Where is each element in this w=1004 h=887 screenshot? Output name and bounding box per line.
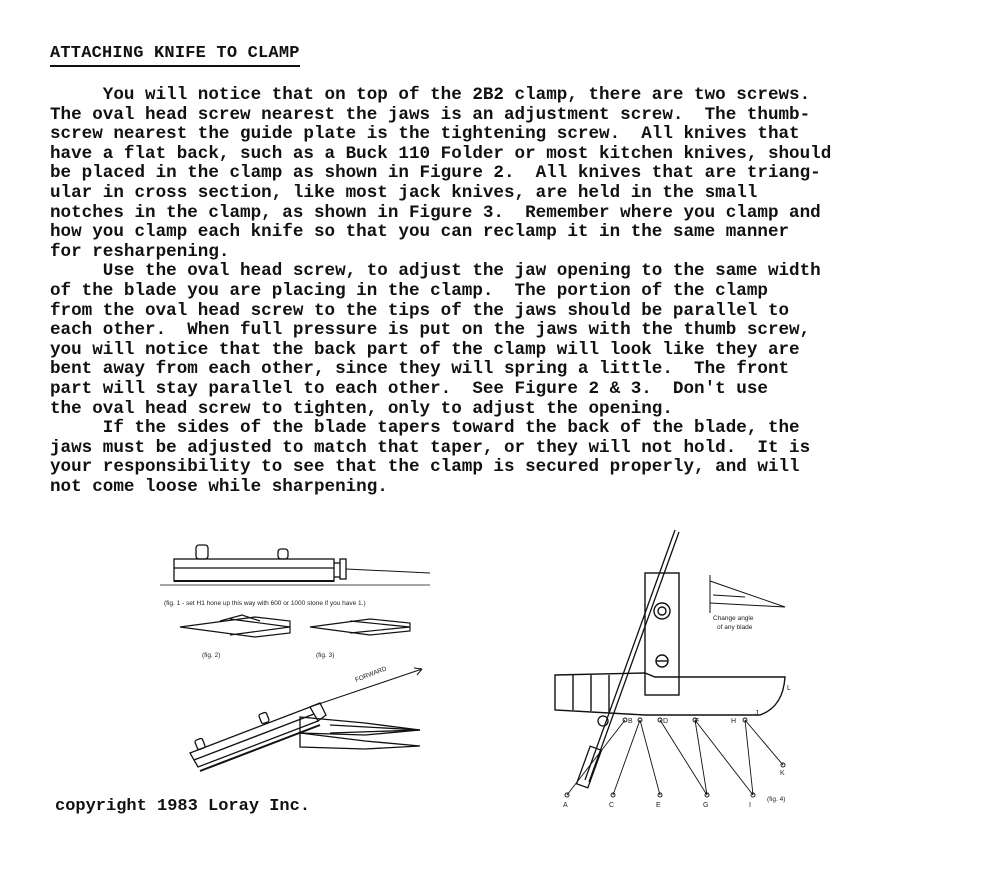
point-label: B (628, 718, 633, 725)
fig3-caption: (fig. 3) (316, 652, 335, 659)
point-label: E (656, 802, 661, 809)
text-line: You will notice that on top of the 2B2 clamp, there are two screws. (50, 85, 811, 105)
point-label: H (731, 718, 737, 725)
text-line: not come loose while sharpening. (50, 476, 388, 497)
text-line: ular in cross section, like most jack knives, are held in the small (50, 182, 758, 203)
clamp-side-view (160, 545, 430, 585)
text-line: part will stay parallel to each other. See Figure 2 & 3. Don't use (50, 378, 768, 399)
text-line: your responsibility to see that the clamp is secured properly, and will (50, 457, 800, 478)
angle-diagram (545, 525, 800, 815)
text-line: for resharpening. (50, 241, 230, 262)
text-line: from the oval head screw to the tips of the jaws should be parallel to (50, 300, 790, 321)
angle-caption-1: Change angle (713, 615, 754, 622)
text-line: Use the oval head screw, to adjust the jaw opening to the same width (50, 261, 821, 282)
text-line: be placed in the clamp as shown in Figure 2. All knives that are triang- (50, 163, 821, 184)
knife-blade (555, 673, 785, 715)
fig2-caption: (fig. 2) (202, 652, 221, 659)
forward-label: FORWARD (354, 665, 388, 684)
fig4-caption: (fig. 4) (767, 796, 786, 803)
point-label: J (755, 710, 759, 717)
text-line: the oval head screw to tighten, only to adjust the opening. (50, 398, 673, 419)
page-heading: ATTACHING KNIFE TO CLAMP (50, 44, 300, 67)
text-line: you will notice that the back part of the clamp will look like they are (50, 339, 800, 360)
text-line: have a flat back, such as a Buck 110 Folder or most kitchen knives, should (50, 143, 832, 164)
guide-rod (577, 530, 679, 788)
point-label: A (563, 802, 568, 809)
text-line: each other. When full pressure is put on the jaws with the thumb screw, (50, 320, 811, 341)
text-line: of the blade you are placing in the clamp. The portion of the clamp (50, 280, 768, 301)
fig1-caption: (fig. 1 - set H1 hone up this way with 600 or 1000 stone if you have 1.) (164, 600, 366, 607)
text-line: how you clamp each knife so that you can reclamp it in the same manner (50, 222, 790, 243)
fig3-blade-section (310, 619, 410, 635)
point-label: G (703, 802, 709, 809)
fig2-blade-section (180, 615, 290, 637)
body-text (50, 86, 980, 497)
point-label: C (609, 802, 615, 809)
text-line: The oval head screw nearest the jaws is an adjustment screw. The thumb- (50, 104, 811, 125)
point-label: D (663, 718, 669, 725)
point-label: I (749, 802, 751, 809)
clamp-illustrations (160, 535, 440, 785)
angle-caption-2: of any blade (717, 624, 753, 631)
angle-inset (710, 575, 785, 613)
text-line: If the sides of the blade tapers toward the back of the blade, the (50, 418, 800, 439)
copyright-notice: copyright 1983 Loray Inc. (55, 797, 311, 816)
text-line: screw nearest the guide plate is the tightening screw. All knives that (50, 124, 800, 145)
text-line: jaws must be adjusted to match that taper, or they will not hold. It is (50, 437, 811, 458)
text-line: bent away from each other, since they will spring a little. The front (50, 359, 790, 380)
point-label: F (695, 718, 700, 725)
point-label: L (787, 685, 791, 692)
text-line: notches in the clamp, as shown in Figure 3. Remember where you clamp and (50, 202, 821, 223)
point-label: K (780, 770, 785, 777)
clamp-angled-view (190, 668, 422, 771)
